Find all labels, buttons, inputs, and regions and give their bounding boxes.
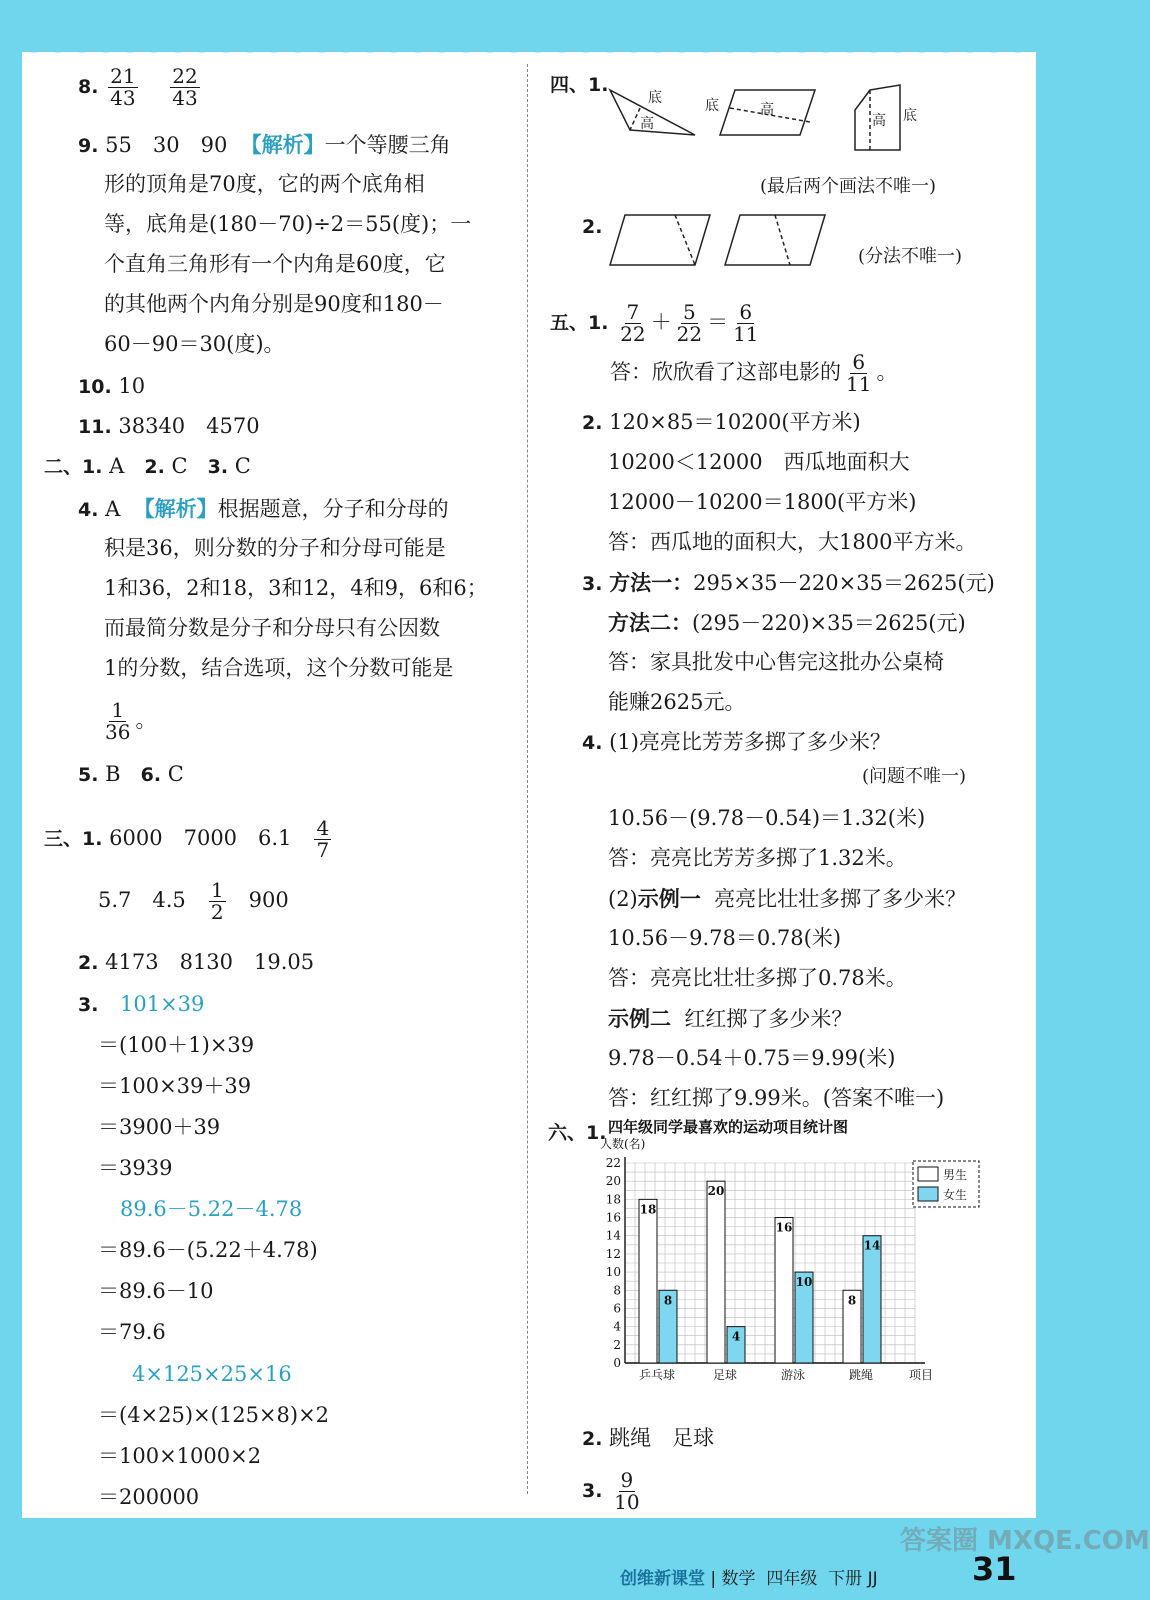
section-6-label: 六、1. bbox=[548, 1122, 607, 1144]
calc-3-step: ＝200000 bbox=[98, 1485, 200, 1509]
q9-explanation-line: 个直角三角形有一个内角是60度，它 bbox=[104, 252, 446, 276]
q2-4-explanation-line: 积是36，则分数的分子和分母可能是 bbox=[104, 536, 446, 560]
data-label: 16 bbox=[775, 1220, 793, 1235]
legend-swatch bbox=[918, 1167, 938, 1181]
division-note: (分法不唯一) bbox=[858, 246, 963, 267]
calc-1-step: ＝3939 bbox=[98, 1156, 173, 1180]
bar-男生 bbox=[707, 1181, 725, 1363]
section-5-q2-line: 12000－10200＝1800(平方米) bbox=[608, 490, 917, 514]
section-5-q2-line: 答：西瓜地的面积大，大1800平方米。 bbox=[608, 530, 977, 554]
q11-answer: 11. 38340 4570 bbox=[78, 414, 260, 438]
calc-3-step: ＝100×1000×2 bbox=[98, 1444, 262, 1468]
legend-label: 女生 bbox=[943, 1188, 968, 1202]
section-5-q4-answer: 答：亮亮比壮壮多掷了0.78米。 bbox=[608, 966, 907, 990]
data-label: 4 bbox=[731, 1329, 741, 1344]
data-label: 10 bbox=[795, 1275, 813, 1290]
section-3-q1-row1: 三、1. 6000 7000 6.1 $\frac{4}{7}$ bbox=[44, 816, 330, 862]
section-6-q3-answer: 3. $\frac{9}{10}$ bbox=[582, 1468, 640, 1514]
x-tick-label: 足球 bbox=[712, 1368, 738, 1382]
section-5-q3-answer: 答：家具批发中心售完这批办公桌椅 bbox=[608, 650, 944, 674]
calc-1-expression: 101×39 bbox=[120, 992, 205, 1016]
chart-title: 四年级同学最喜欢的运动项目统计图 bbox=[608, 1118, 849, 1136]
footer: 创维新课堂 | 数学 四年级 下册 JJ bbox=[620, 1569, 878, 1589]
section-4-label: 四、1. bbox=[550, 74, 609, 96]
y-tick-label: 6 bbox=[613, 1301, 621, 1316]
section-2-answers: 二、1. A 2. C 3. C bbox=[44, 454, 251, 478]
height-label: 高 bbox=[760, 102, 774, 118]
calc-1-step: ＝3900＋39 bbox=[98, 1115, 221, 1139]
watermark: 答案圈 MXQE.COM bbox=[900, 1526, 1150, 1556]
section-3-q1-row2: 5.7 4.5 $\frac{1}{2}$ 900 bbox=[98, 878, 289, 924]
calc-3-expression: 4×125×25×16 bbox=[132, 1362, 292, 1386]
q9-explanation-line: 60－90＝30(度)。 bbox=[104, 332, 285, 356]
calc-1-step: ＝100×39＋39 bbox=[98, 1074, 252, 1098]
data-label: 14 bbox=[863, 1238, 881, 1253]
height-label: 高 bbox=[640, 116, 654, 132]
section-5-q4-answer: 答：红红掷了9.99米。(答案不唯一) bbox=[608, 1086, 945, 1110]
calc-1-step: ＝(100＋1)×39 bbox=[98, 1033, 255, 1057]
section-5-q2-line: 2. 120×85＝10200(平方米) bbox=[582, 410, 861, 434]
section-5-q4-calc: 9.78－0.54＋0.75＝9.99(米) bbox=[608, 1046, 896, 1070]
y-tick-label: 20 bbox=[605, 1174, 621, 1189]
q9-explanation-line: 的其他两个内角分别是90度和180－ bbox=[104, 292, 444, 316]
section-5-q4-calc: 10.56－9.78＝0.78(米) bbox=[608, 926, 842, 950]
base-label: 底 bbox=[903, 108, 917, 124]
bar-男生 bbox=[639, 1199, 657, 1363]
y-tick-label: 0 bbox=[613, 1356, 621, 1370]
sports-bar-chart bbox=[600, 1118, 1010, 1418]
section-5-q1-equation: 五、1. $\frac{7}{22}$ ＋ $\frac{5}{22}$ ＝ $\frac{6}{11}$ bbox=[550, 300, 759, 346]
q2-4-explanation-line: 而最简分数是分子和分母只有公因数 bbox=[104, 616, 440, 640]
q9-answer: 9. 55 30 90 【解析】一个等腰三角 bbox=[78, 132, 451, 157]
calc-2-step: ＝79.6 bbox=[98, 1320, 166, 1344]
section-4-q2-number: 2. bbox=[582, 216, 603, 238]
x-tick-label: 跳绳 bbox=[848, 1368, 874, 1382]
calc-3-step: ＝(4×25)×(125×8)×2 bbox=[98, 1403, 330, 1427]
section-5-q4-calc: 10.56－(9.78－0.54)＝1.32(米) bbox=[608, 806, 926, 830]
section-5-q4-example1: (2)示例一 亮亮比壮壮多掷了多少米？ bbox=[608, 886, 967, 911]
bar-女生 bbox=[863, 1236, 881, 1363]
section-5-q1-answer: 答：欣欣看了这部电影的 $\frac{6}{11}$ 。 bbox=[610, 350, 898, 396]
q2-4-answer: 4. A 【解析】根据题意，分子和分母的 bbox=[78, 496, 449, 521]
column-divider bbox=[527, 64, 528, 1494]
q10-answer: 10. 10 bbox=[78, 374, 146, 398]
data-label: 8 bbox=[847, 1293, 857, 1308]
section-5-q3-method1: 3. 方法一：295×35－220×35＝2625(元) bbox=[582, 570, 995, 595]
q2-4-explanation-line: 1的分数，结合选项，这个分数可能是 bbox=[104, 656, 454, 680]
q2-4-explanation-line: 1和36，2和18，3和12，4和9，6和6； bbox=[104, 576, 488, 600]
question-note: (问题不唯一) bbox=[862, 766, 967, 787]
section-5-q2-line: 10200＜12000 西瓜地面积大 bbox=[608, 450, 910, 474]
chart-xlabel: 项目 bbox=[909, 1368, 934, 1382]
q2-4-fraction-answer: $\frac{1}{36}$ 。 bbox=[105, 698, 157, 744]
y-tick-label: 18 bbox=[605, 1192, 621, 1207]
section-5-q3-method2: 方法二：(295－220)×35＝2625(元) bbox=[608, 610, 966, 635]
x-tick-label: 乒乓球 bbox=[638, 1368, 676, 1382]
base-label: 底 bbox=[705, 98, 719, 114]
calc-2-step: ＝89.6－10 bbox=[98, 1279, 214, 1303]
y-tick-label: 8 bbox=[613, 1283, 621, 1298]
legend-label: 男生 bbox=[943, 1168, 968, 1182]
y-tick-label: 10 bbox=[605, 1265, 621, 1280]
base-label: 底 bbox=[648, 90, 662, 106]
section-5-q4-part1: 4. (1)亮亮比芳芳多掷了多少米？ bbox=[582, 730, 891, 754]
data-label: 20 bbox=[707, 1184, 725, 1199]
q8-answer: 8. $\frac{21}{43}$ $\frac{22}{43}$ bbox=[78, 64, 198, 110]
height-label: 高 bbox=[872, 113, 886, 129]
y-tick-label: 4 bbox=[613, 1319, 621, 1334]
section-6-q2-answer: 2. 跳绳 足球 bbox=[582, 1426, 715, 1450]
section-5-q4-answer: 答：亮亮比芳芳多掷了1.32米。 bbox=[608, 846, 907, 870]
y-tick-label: 12 bbox=[605, 1246, 621, 1261]
section-5-q4-example2: 示例二 红红掷了多少米？ bbox=[608, 1006, 853, 1031]
bar-男生 bbox=[775, 1218, 793, 1363]
section-5-q3-answer: 能赚2625元。 bbox=[608, 690, 746, 714]
y-tick-label: 22 bbox=[605, 1156, 621, 1170]
division-figures bbox=[605, 210, 835, 270]
y-tick-label: 2 bbox=[613, 1337, 621, 1352]
legend-swatch bbox=[918, 1187, 938, 1201]
q2-5-6-answers: 5. B 6. C bbox=[78, 762, 184, 786]
page-number: 31 bbox=[972, 1550, 1017, 1588]
x-tick-label: 游泳 bbox=[780, 1368, 806, 1382]
data-label: 8 bbox=[663, 1293, 673, 1308]
q9-explanation-line: 等，底角是(180－70)÷2＝55(度)；一 bbox=[104, 212, 472, 236]
height-drawing-figures bbox=[600, 80, 1020, 170]
calc-2-expression: 89.6－5.22－4.78 bbox=[120, 1197, 303, 1221]
calc-2-step: ＝89.6－(5.22＋4.78) bbox=[98, 1238, 318, 1262]
drawing-note: (最后两个画法不唯一) bbox=[760, 176, 937, 197]
y-tick-label: 14 bbox=[605, 1228, 621, 1243]
q9-explanation-line: 形的顶角是70度，它的两个底角相 bbox=[104, 172, 425, 196]
section-3-q3-number: 3. bbox=[78, 994, 99, 1016]
chart-ylabel: 人数(名) bbox=[600, 1137, 646, 1151]
section-3-q2-answer: 2. 4173 8130 19.05 bbox=[78, 950, 315, 974]
data-label: 18 bbox=[639, 1202, 657, 1217]
y-tick-label: 16 bbox=[605, 1210, 621, 1225]
